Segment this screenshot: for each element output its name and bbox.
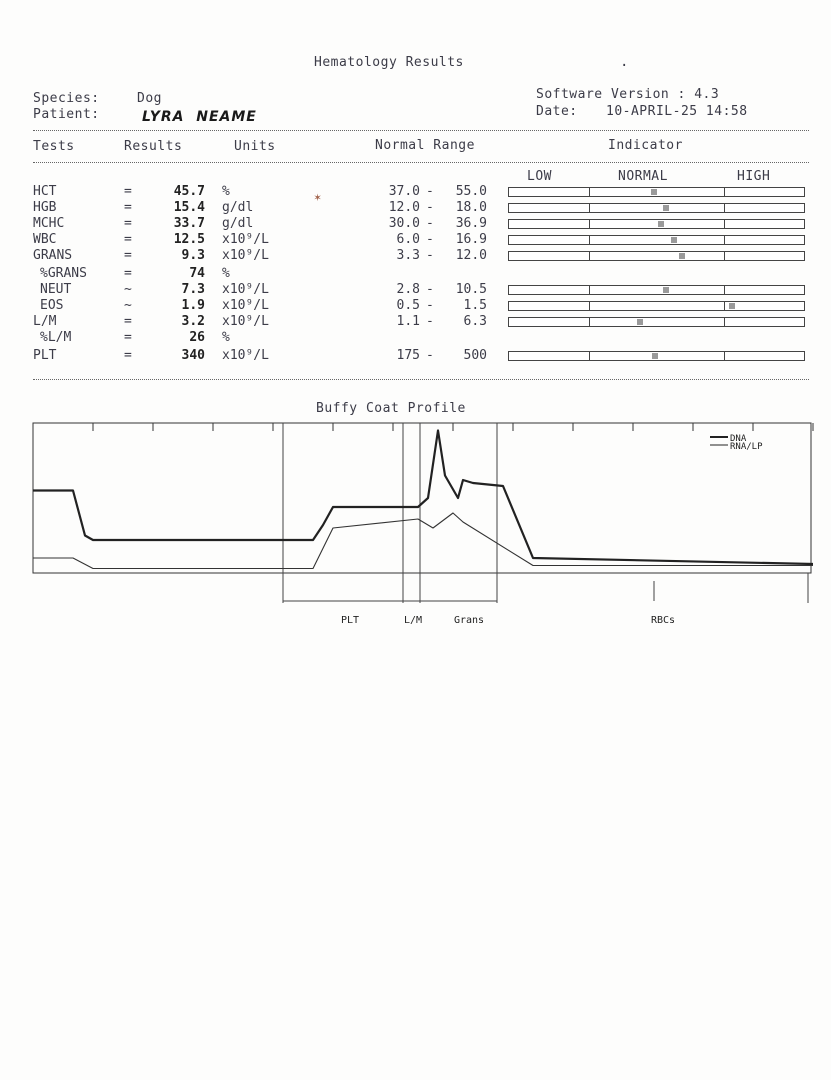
indicator-bar xyxy=(508,235,805,245)
indicator-bar xyxy=(508,203,805,213)
col-indicator: Indicator xyxy=(608,138,683,153)
result-value: 74 xyxy=(189,266,205,281)
range-dash: - xyxy=(426,298,434,313)
col-normal-range: Normal Range xyxy=(375,138,475,153)
indicator-low-segment xyxy=(509,352,590,360)
range-low: 37.0 xyxy=(388,184,420,199)
indicator-marker xyxy=(729,303,735,309)
test-name: MCHC xyxy=(33,216,65,231)
region-label: RBCs xyxy=(650,615,676,626)
unit: x10⁹/L xyxy=(222,298,269,313)
result-value: 1.9 xyxy=(181,298,205,313)
date-value: 10-APRIL-25 14:58 xyxy=(606,104,748,119)
chart-frame xyxy=(33,423,811,573)
result-value: 9.3 xyxy=(181,248,205,263)
result-value: 12.5 xyxy=(173,232,205,247)
col-results: Results xyxy=(124,139,183,154)
divider xyxy=(33,379,809,380)
range-high: 18.0 xyxy=(455,200,487,215)
indicator-normal-segment xyxy=(589,188,725,196)
test-name: HCT xyxy=(33,184,57,199)
range-dash: - xyxy=(426,200,434,215)
operator: = xyxy=(124,184,132,199)
species-label: Species: xyxy=(33,91,100,106)
indicator-low-segment xyxy=(509,204,590,212)
indicator-normal-segment xyxy=(589,236,725,244)
indicator-marker xyxy=(671,237,677,243)
indicator-bar xyxy=(508,301,805,311)
region-label: L/M xyxy=(403,615,423,626)
range-low: 12.0 xyxy=(388,200,420,215)
test-name: EOS xyxy=(40,298,64,313)
range-low: 0.5 xyxy=(396,298,420,313)
operator: ~ xyxy=(124,298,132,313)
result-value: 3.2 xyxy=(181,314,205,329)
range-high: 6.3 xyxy=(463,314,487,329)
indicator-normal-segment xyxy=(589,204,725,212)
range-low: 3.3 xyxy=(396,248,420,263)
indicator-bar xyxy=(508,285,805,295)
test-name: %L/M xyxy=(40,330,72,345)
indicator-normal-segment xyxy=(589,252,725,260)
unit: x10⁹/L xyxy=(222,282,269,297)
unit: x10⁹/L xyxy=(222,314,269,329)
indicator-low-segment xyxy=(509,286,590,294)
range-dash: - xyxy=(426,184,434,199)
operator: = xyxy=(124,248,132,263)
indicator-bar xyxy=(508,251,805,261)
dot-mark: . xyxy=(620,54,629,70)
indicator-low: LOW xyxy=(527,169,552,184)
unit: % xyxy=(222,266,230,281)
test-name: HGB xyxy=(33,200,57,215)
indicator-bar xyxy=(508,317,805,327)
indicator-marker xyxy=(658,221,664,227)
page-title: Hematology Results xyxy=(314,55,464,70)
result-value: 45.7 xyxy=(173,184,205,199)
result-value: 7.3 xyxy=(181,282,205,297)
range-high: 36.9 xyxy=(455,216,487,231)
range-dash: - xyxy=(426,248,434,263)
indicator-bar xyxy=(508,351,805,361)
test-name: L/M xyxy=(33,314,57,329)
indicator-low-segment xyxy=(509,220,590,228)
range-dash: - xyxy=(426,348,434,363)
legend-label: DNA xyxy=(730,434,747,444)
range-low: 6.0 xyxy=(396,232,420,247)
range-high: 500 xyxy=(463,348,487,363)
result-value: 340 xyxy=(181,348,205,363)
range-dash: - xyxy=(426,282,434,297)
stray-mark: ✶ xyxy=(314,190,322,204)
range-high: 1.5 xyxy=(463,298,487,313)
result-value: 33.7 xyxy=(173,216,205,231)
indicator-normal-segment xyxy=(589,286,725,294)
species-value: Dog xyxy=(137,91,162,106)
test-name: %GRANS xyxy=(40,266,87,281)
range-high: 10.5 xyxy=(455,282,487,297)
indicator-marker xyxy=(652,353,658,359)
unit: % xyxy=(222,184,230,199)
unit: x10⁹/L xyxy=(222,232,269,247)
indicator-marker xyxy=(663,287,669,293)
indicator-bar xyxy=(508,219,805,229)
operator: = xyxy=(124,266,132,281)
operator: = xyxy=(124,330,132,345)
test-name: WBC xyxy=(33,232,57,247)
range-high: 55.0 xyxy=(455,184,487,199)
software-version: Software Version : 4.3 xyxy=(536,87,720,102)
range-dash: - xyxy=(426,314,434,329)
unit: % xyxy=(222,330,230,345)
indicator-normal-segment xyxy=(589,318,725,326)
indicator-normal: NORMAL xyxy=(618,169,668,184)
indicator-low-segment xyxy=(509,302,590,310)
date-label: Date: xyxy=(536,104,578,119)
patient-name: LYRA NEAME xyxy=(142,109,257,125)
unit: x10⁹/L xyxy=(222,348,269,363)
indicator-bar xyxy=(508,187,805,197)
operator: ~ xyxy=(124,282,132,297)
unit: g/dl xyxy=(222,200,254,215)
unit: g/dl xyxy=(222,216,254,231)
range-dash: - xyxy=(426,232,434,247)
indicator-low-segment xyxy=(509,318,590,326)
range-high: 16.9 xyxy=(455,232,487,247)
indicator-high: HIGH xyxy=(737,169,771,184)
range-low: 2.8 xyxy=(396,282,420,297)
series-line-dna xyxy=(33,431,813,565)
indicator-marker xyxy=(663,205,669,211)
range-low: 175 xyxy=(396,348,420,363)
range-low: 1.1 xyxy=(396,314,420,329)
indicator-low-segment xyxy=(509,252,590,260)
chart-title: Buffy Coat Profile xyxy=(316,401,466,416)
range-low: 30.0 xyxy=(388,216,420,231)
indicator-normal-segment xyxy=(589,302,725,310)
col-tests: Tests xyxy=(33,139,75,154)
test-name: GRANS xyxy=(33,248,73,263)
operator: = xyxy=(124,216,132,231)
indicator-low-segment xyxy=(509,188,590,196)
patient-label: Patient: xyxy=(33,107,100,122)
indicator-marker xyxy=(637,319,643,325)
test-name: NEUT xyxy=(40,282,72,297)
region-label: Grans xyxy=(453,615,485,626)
operator: = xyxy=(124,200,132,215)
range-dash: - xyxy=(426,216,434,231)
unit: x10⁹/L xyxy=(222,248,269,263)
buffy-coat-chart xyxy=(0,415,831,655)
indicator-marker xyxy=(679,253,685,259)
operator: = xyxy=(124,314,132,329)
divider xyxy=(33,130,809,131)
test-name: PLT xyxy=(33,348,57,363)
range-high: 12.0 xyxy=(455,248,487,263)
indicator-marker xyxy=(651,189,657,195)
result-value: 15.4 xyxy=(173,200,205,215)
indicator-low-segment xyxy=(509,236,590,244)
legend-label: RNA/LP xyxy=(730,442,763,452)
divider xyxy=(33,162,809,163)
result-value: 26 xyxy=(189,330,205,345)
region-label: PLT xyxy=(340,615,360,626)
col-units: Units xyxy=(234,139,276,154)
operator: = xyxy=(124,232,132,247)
operator: = xyxy=(124,348,132,363)
